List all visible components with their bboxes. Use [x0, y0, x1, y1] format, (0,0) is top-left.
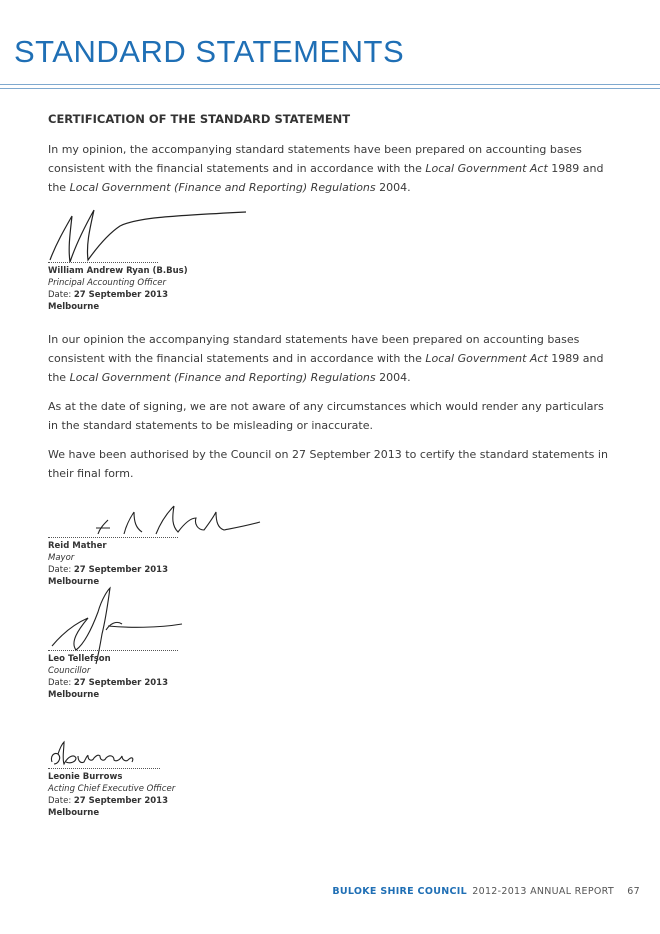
- page-footer: [332, 886, 640, 897]
- signatory-date: Date: 27 September 2013: [48, 678, 168, 688]
- footer-report-title: 2012-2013 ANNUAL REPORT: [472, 886, 614, 897]
- opinion-paragraph-joint: In our opinion the accompanying standard statements have been prepared on accounting bases consistent with the financial statements and in accordance with the Local Government Act 1989 and the Local Government (Finance and Reporting) Regulations 2004.: [48, 333, 604, 384]
- authorisation-paragraph: We have been authorised by the Council on 27 September 2013 to certify the standard statements in their final form.: [48, 448, 608, 480]
- signatory-role: Councillor: [48, 666, 91, 676]
- signatory-name: Leo Tellefson: [48, 654, 111, 664]
- page-title: STANDARD STATEMENTS: [14, 34, 405, 69]
- signature-ryan: [46, 204, 256, 266]
- footer-organisation: BULOKE SHIRE COUNCIL: [332, 886, 467, 897]
- section-heading: CERTIFICATION OF THE STANDARD STATEMENT: [48, 112, 351, 126]
- signatory-name: Leonie Burrows: [48, 772, 123, 782]
- header-rule-top: [0, 84, 660, 85]
- signatory-place: Melbourne: [48, 302, 100, 312]
- signatory-block: [48, 265, 188, 313]
- signatory-block: [48, 540, 168, 588]
- signatory-place: Melbourne: [48, 577, 100, 587]
- circumstances-paragraph: As at the date of signing, we are not aware of any circumstances which would render any particulars in the standard statements to be misleading or inaccurate.: [48, 400, 604, 432]
- opinion-paragraph-single: In my opinion, the accompanying standard statements have been prepared on accounting bases consistent with the financial statements and in accordance with the Local Government Act 1989 and the Local Government (Finance and Reporting) Regulations 2004.: [48, 143, 604, 194]
- certification-body: [48, 112, 608, 207]
- signatory-date: Date: 27 September 2013: [48, 796, 168, 806]
- signatory-date: Date: 27 September 2013: [48, 565, 168, 575]
- signature-mather: [90, 498, 270, 542]
- signature-line: [48, 768, 160, 769]
- signature-line: [48, 262, 158, 263]
- signatory-block: [48, 771, 175, 819]
- signature-line: [48, 537, 178, 538]
- signatory-name: Reid Mather: [48, 541, 107, 551]
- signatory-role: Mayor: [48, 553, 75, 563]
- page-number: 67: [627, 886, 640, 897]
- signature-line: [48, 650, 178, 651]
- signatory-name: William Andrew Ryan (B.Bus): [48, 266, 188, 276]
- signatory-place: Melbourne: [48, 690, 100, 700]
- signatory-role: Principal Accounting Officer: [48, 278, 166, 288]
- signatory-role: Acting Chief Executive Officer: [48, 784, 176, 794]
- signatory-place: Melbourne: [48, 808, 100, 818]
- signature-burrows: [48, 740, 168, 770]
- header-rule-bottom: [0, 88, 660, 89]
- signatory-date: Date: 27 September 2013: [48, 290, 168, 300]
- signatory-block: [48, 653, 168, 701]
- certification-body-joint: [48, 330, 608, 493]
